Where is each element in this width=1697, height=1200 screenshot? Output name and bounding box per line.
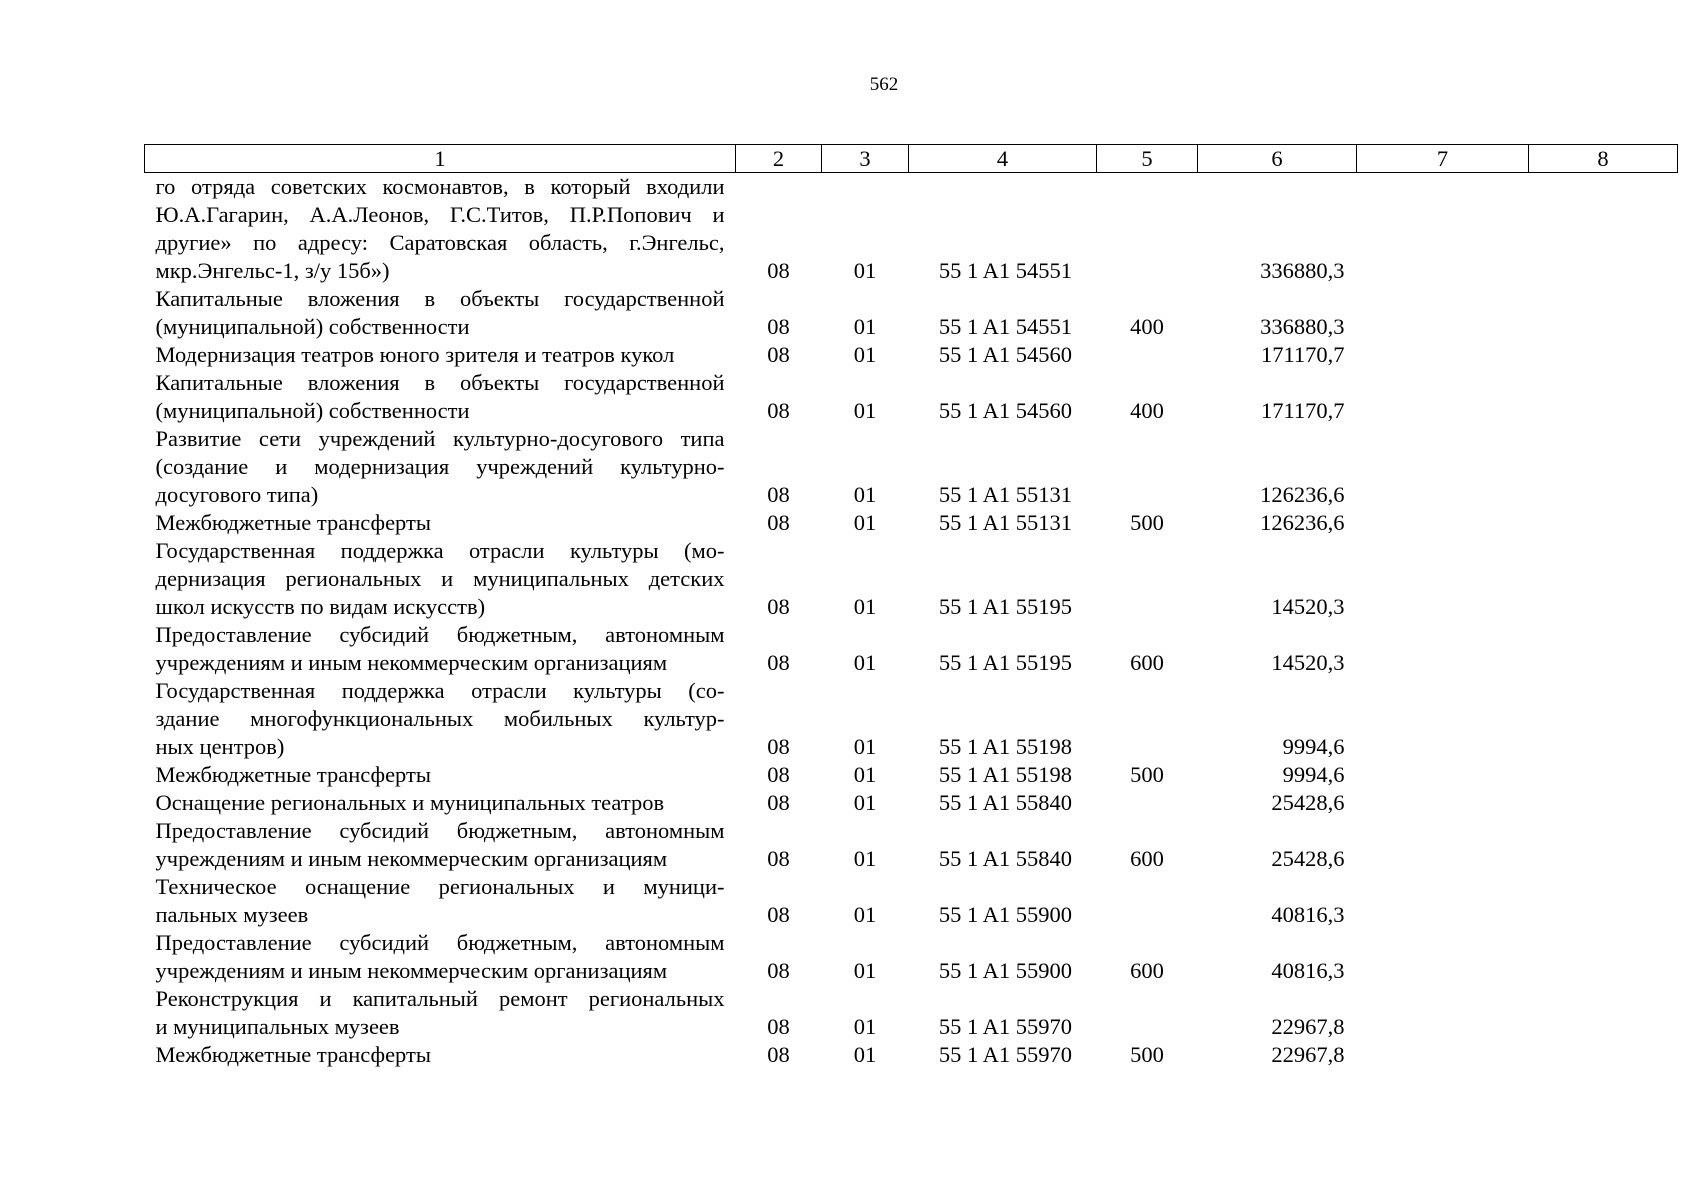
row-expense-type <box>1097 873 1198 929</box>
row-col-8 <box>1529 789 1678 817</box>
row-col-8 <box>1529 817 1678 873</box>
row-col-7 <box>1357 677 1529 761</box>
row-name <box>145 985 736 1041</box>
row-expense-type: 600 <box>1130 650 1164 675</box>
row-expense-type <box>1097 985 1198 1041</box>
row-amount: 40816,3 <box>1271 902 1345 927</box>
row-col-7 <box>1357 173 1529 286</box>
row-name <box>145 509 736 537</box>
row-name-line: Предоставление субсидий бюджетным, автономным <box>155 622 725 647</box>
row-col-8 <box>1529 509 1678 537</box>
table-row <box>145 341 1678 369</box>
row-subsection: 01 <box>853 734 877 759</box>
row-name-line: Капитальные вложения в объекты государственной <box>155 286 725 311</box>
row-section: 08 <box>767 1042 790 1067</box>
row-name <box>145 873 736 929</box>
header-col-3: 3 <box>822 145 909 173</box>
row-amount: 126236,6 <box>1260 510 1345 535</box>
row-name-line: Предоставление субсидий бюджетным, автономным <box>155 930 725 955</box>
row-section: 08 <box>767 482 790 507</box>
row-target-code: 55 1 A1 55198 <box>938 734 1073 759</box>
row-target-code: 55 1 A1 55131 <box>938 482 1073 507</box>
page-number: 562 <box>869 74 899 95</box>
row-target-code: 55 1 A1 54560 <box>938 398 1073 423</box>
row-expense-type: 600 <box>1130 846 1164 871</box>
row-subsection: 01 <box>853 314 877 339</box>
row-target-code: 55 1 A1 54551 <box>938 314 1073 339</box>
table-row <box>145 873 1678 929</box>
row-amount: 14520,3 <box>1271 594 1345 619</box>
row-section: 08 <box>767 790 790 815</box>
row-name <box>145 929 736 985</box>
row-col-7 <box>1357 425 1529 509</box>
row-subsection: 01 <box>853 650 877 675</box>
table-row <box>145 817 1678 873</box>
row-amount: 14520,3 <box>1271 650 1345 675</box>
row-col-8 <box>1529 1041 1678 1069</box>
row-name-line: мкр.Энгельс-1, з/у 15б») <box>155 258 390 283</box>
row-col-8 <box>1529 677 1678 761</box>
row-amount: 9994,6 <box>1282 734 1345 759</box>
row-name-line: Межбюджетные трансферты <box>155 1042 431 1067</box>
row-section: 08 <box>767 314 790 339</box>
row-amount: 40816,3 <box>1271 958 1345 983</box>
row-name <box>145 425 736 509</box>
header-col-7: 7 <box>1357 145 1529 173</box>
row-col-7 <box>1357 1041 1529 1069</box>
row-expense-type <box>1097 173 1198 286</box>
row-target-code: 55 1 A1 55195 <box>938 594 1073 619</box>
row-expense-type <box>1097 341 1198 369</box>
row-name-line: дернизация региональных и муниципальных детских <box>155 566 725 591</box>
row-expense-type: 600 <box>1130 958 1164 983</box>
row-name <box>145 341 736 369</box>
row-name <box>145 677 736 761</box>
table-body <box>145 173 1678 1070</box>
budget-table <box>144 144 1678 1069</box>
row-amount: 22967,8 <box>1271 1014 1345 1039</box>
row-expense-type <box>1097 789 1198 817</box>
row-section: 08 <box>767 650 790 675</box>
row-name-line: и муниципальных музеев <box>155 1014 400 1039</box>
row-expense-type <box>1097 537 1198 621</box>
table-row <box>145 789 1678 817</box>
row-subsection: 01 <box>853 902 877 927</box>
row-name-line: Развитие сети учреждений культурно-досугового типа <box>155 426 725 451</box>
row-target-code: 55 1 A1 55198 <box>938 762 1073 787</box>
row-name-line: здание многофункциональных мобильных культур- <box>155 706 725 731</box>
row-expense-type <box>1097 677 1198 761</box>
row-name-line: Модернизация театров юного зрителя и театров кукол <box>155 342 675 367</box>
row-amount: 171170,7 <box>1260 342 1345 367</box>
row-col-8 <box>1529 985 1678 1041</box>
row-col-8 <box>1529 341 1678 369</box>
row-name-line: Межбюджетные трансферты <box>155 510 431 535</box>
row-col-7 <box>1357 537 1529 621</box>
row-subsection: 01 <box>853 258 877 283</box>
row-section: 08 <box>767 902 790 927</box>
row-col-8 <box>1529 929 1678 985</box>
table-row <box>145 929 1678 985</box>
row-expense-type: 500 <box>1130 1042 1164 1067</box>
row-target-code: 55 1 A1 55840 <box>938 846 1073 871</box>
row-name-line: (муниципальной) собственности <box>155 314 470 339</box>
row-col-8 <box>1529 621 1678 677</box>
row-name-line: Оснащение региональных и муниципальных театров <box>155 790 665 815</box>
row-amount: 171170,7 <box>1260 398 1345 423</box>
table-row <box>145 761 1678 789</box>
row-expense-type: 500 <box>1130 510 1164 535</box>
header-col-8: 8 <box>1529 145 1678 173</box>
row-col-7 <box>1357 621 1529 677</box>
row-name <box>145 285 736 341</box>
row-amount: 9994,6 <box>1282 762 1345 787</box>
row-name-line: Межбюджетные трансферты <box>155 762 431 787</box>
row-amount: 22967,8 <box>1271 1042 1345 1067</box>
row-subsection: 01 <box>853 790 877 815</box>
table-row <box>145 509 1678 537</box>
row-section: 08 <box>767 1014 790 1039</box>
row-name <box>145 621 736 677</box>
row-section: 08 <box>767 258 790 283</box>
row-name <box>145 817 736 873</box>
table-row <box>145 369 1678 425</box>
row-name <box>145 1041 736 1069</box>
row-amount: 336880,3 <box>1260 258 1345 283</box>
table-row <box>145 985 1678 1041</box>
row-col-7 <box>1357 789 1529 817</box>
row-subsection: 01 <box>853 1014 877 1039</box>
row-subsection: 01 <box>853 510 877 535</box>
table-row <box>145 425 1678 509</box>
table-row <box>145 1041 1678 1069</box>
row-name-line: Предоставление субсидий бюджетным, автономным <box>155 818 725 843</box>
row-col-7 <box>1357 369 1529 425</box>
header-col-4: 4 <box>909 145 1097 173</box>
row-name <box>145 761 736 789</box>
row-amount: 126236,6 <box>1260 482 1345 507</box>
row-subsection: 01 <box>853 342 877 367</box>
table-row <box>145 173 1678 286</box>
row-name-line: досугового типа) <box>155 482 319 507</box>
row-section: 08 <box>767 342 790 367</box>
header-row <box>145 145 1678 173</box>
row-section: 08 <box>767 958 790 983</box>
row-name-line: Техническое оснащение региональных и муници- <box>155 874 725 899</box>
row-target-code: 55 1 A1 55195 <box>938 650 1073 675</box>
row-col-7 <box>1357 761 1529 789</box>
row-name <box>145 173 736 286</box>
row-section: 08 <box>767 734 790 759</box>
row-name-line: Государственная поддержка отрасли культуры (со- <box>155 678 725 703</box>
header-col-1: 1 <box>145 145 736 173</box>
row-target-code: 55 1 A1 54551 <box>938 258 1073 283</box>
row-section: 08 <box>767 510 790 535</box>
row-name-line: другие» по адресу: Саратовская область, г.Энгельс, <box>155 230 725 255</box>
row-col-7 <box>1357 817 1529 873</box>
row-name-line: Реконструкция и капитальный ремонт региональных <box>155 986 725 1011</box>
table-row <box>145 285 1678 341</box>
row-section: 08 <box>767 594 790 619</box>
row-section: 08 <box>767 398 790 423</box>
row-name-line: ных центров) <box>155 734 285 759</box>
row-name <box>145 369 736 425</box>
table-row <box>145 621 1678 677</box>
row-col-7 <box>1357 341 1529 369</box>
row-col-8 <box>1529 761 1678 789</box>
row-target-code: 55 1 A1 55131 <box>938 510 1073 535</box>
row-name-line: (создание и модернизация учреждений культурно- <box>155 454 725 479</box>
row-col-7 <box>1357 985 1529 1041</box>
row-subsection: 01 <box>853 846 877 871</box>
row-expense-type: 400 <box>1130 314 1164 339</box>
row-subsection: 01 <box>853 482 877 507</box>
row-name <box>145 789 736 817</box>
row-name-line: Государственная поддержка отрасли культуры (мо- <box>155 538 725 563</box>
row-amount: 336880,3 <box>1260 314 1345 339</box>
row-target-code: 55 1 A1 55970 <box>938 1014 1073 1039</box>
row-col-7 <box>1357 285 1529 341</box>
row-subsection: 01 <box>853 398 877 423</box>
row-name <box>145 537 736 621</box>
row-name-line: учреждениям и иным некоммерческим организациям <box>155 958 668 983</box>
header-col-2: 2 <box>736 145 822 173</box>
row-name-line: Ю.А.Гагарин, А.А.Леонов, Г.С.Титов, П.Р.Попович и <box>155 202 725 227</box>
row-target-code: 55 1 A1 55970 <box>938 1042 1073 1067</box>
row-col-7 <box>1357 873 1529 929</box>
row-col-8 <box>1529 285 1678 341</box>
row-col-8 <box>1529 369 1678 425</box>
row-name-line: школ искусств по видам искусств) <box>155 594 486 619</box>
row-name-line: учреждениям и иным некоммерческим организациям <box>155 650 668 675</box>
row-subsection: 01 <box>853 762 877 787</box>
row-target-code: 55 1 A1 54560 <box>938 342 1073 367</box>
table-row <box>145 677 1678 761</box>
row-section: 08 <box>767 762 790 787</box>
row-name-line: учреждениям и иным некоммерческим организациям <box>155 846 668 871</box>
row-subsection: 01 <box>853 1042 877 1067</box>
row-col-8 <box>1529 173 1678 286</box>
header-col-5: 5 <box>1097 145 1198 173</box>
table-header <box>145 145 1678 173</box>
row-col-7 <box>1357 509 1529 537</box>
row-expense-type <box>1097 425 1198 509</box>
row-name-line: го отряда советских космонавтов, в который входили <box>155 174 725 199</box>
row-target-code: 55 1 A1 55900 <box>938 902 1073 927</box>
row-col-8 <box>1529 873 1678 929</box>
row-col-7 <box>1357 929 1529 985</box>
table-row <box>145 537 1678 621</box>
row-expense-type: 400 <box>1130 398 1164 423</box>
row-name-line: пальных музеев <box>155 902 309 927</box>
row-amount: 25428,6 <box>1271 846 1345 871</box>
header-col-6: 6 <box>1198 145 1357 173</box>
row-amount: 25428,6 <box>1271 790 1345 815</box>
row-name-line: (муниципальной) собственности <box>155 398 470 423</box>
row-target-code: 55 1 A1 55840 <box>938 790 1073 815</box>
row-col-8 <box>1529 537 1678 621</box>
row-name-line: Капитальные вложения в объекты государственной <box>155 370 725 395</box>
row-expense-type: 500 <box>1130 762 1164 787</box>
row-section: 08 <box>767 846 790 871</box>
row-col-8 <box>1529 425 1678 509</box>
row-target-code: 55 1 A1 55900 <box>938 958 1073 983</box>
row-subsection: 01 <box>853 594 877 619</box>
row-subsection: 01 <box>853 958 877 983</box>
